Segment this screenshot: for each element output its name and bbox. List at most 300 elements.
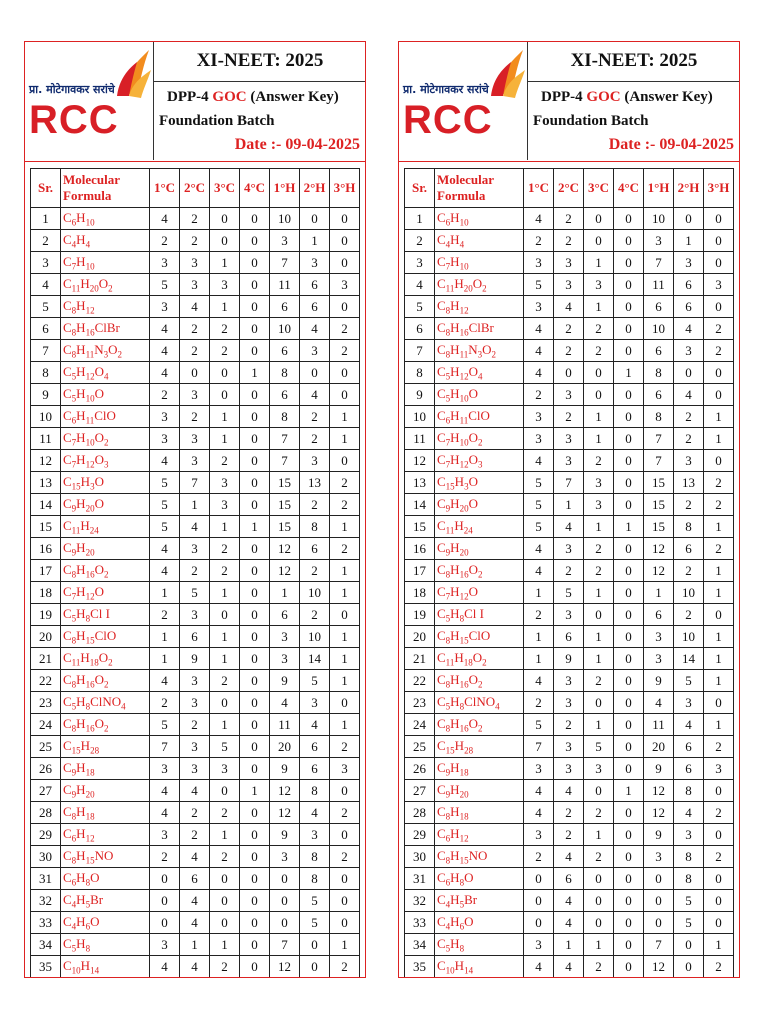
formula-cell: $C_6H_8O$ [435,868,524,890]
table-row [31,890,360,912]
count-cell: 4 [674,384,704,406]
count-cell: 3 [150,296,180,318]
serial-cell: 1 [405,208,435,230]
count-cell: 0 [240,868,270,890]
table-row [31,230,360,252]
count-cell: 7 [150,736,180,758]
count-cell: 0 [330,890,360,912]
serial-cell: 2 [31,230,61,252]
count-cell: 3 [524,934,554,956]
table-row [31,648,360,670]
count-cell: 5 [150,274,180,296]
count-cell: 6 [674,736,704,758]
count-cell: 2 [330,494,360,516]
count-cell: 3 [210,494,240,516]
count-cell: 1 [210,406,240,428]
count-cell: 0 [150,890,180,912]
count-cell: 5 [300,670,330,692]
header [399,42,739,162]
rcc-logo [399,42,528,160]
formula-cell: $C_9H_{20}$ [61,780,150,802]
count-cell: 1 [584,824,614,846]
count-cell: 8 [644,362,674,384]
table-row [31,362,360,384]
count-cell: 3 [180,604,210,626]
count-cell: 2 [300,560,330,582]
count-cell: 0 [704,824,734,846]
count-cell: 1 [704,428,734,450]
count-cell: 4 [524,670,554,692]
count-cell: 3 [554,758,584,780]
formula-cell: $C_8H_{16}O_2$ [435,714,524,736]
formula-cell: $C_{11}H_{24}$ [61,516,150,538]
table-row [405,208,734,230]
count-cell: 2 [150,846,180,868]
count-cell: 2 [210,340,240,362]
count-cell: 12 [644,956,674,978]
formula-cell: $C_8H_{11}N_3O_2$ [61,340,150,362]
formula-cell: $C_6H_{10}$ [435,208,524,230]
count-cell: 2 [704,494,734,516]
count-cell: 0 [614,604,644,626]
column-header-4c: 4°C [240,169,270,208]
count-cell: 3 [180,758,210,780]
count-cell: 6 [674,538,704,560]
count-cell: 0 [614,912,644,934]
count-cell: 3 [150,824,180,846]
count-cell: 3 [524,758,554,780]
formula-cell: $C_8H_{16}O_2$ [61,714,150,736]
count-cell: 0 [614,494,644,516]
count-cell: 1 [210,714,240,736]
count-cell: 9 [270,670,300,692]
count-cell: 0 [584,384,614,406]
serial-cell: 26 [405,758,435,780]
formula-cell: $C_5H_{10}O$ [435,384,524,406]
formula-cell: $C_4H_5Br$ [435,890,524,912]
count-cell: 6 [644,340,674,362]
count-cell: 2 [180,406,210,428]
count-cell: 2 [554,318,584,340]
count-cell: 2 [210,956,240,978]
count-cell: 9 [270,758,300,780]
table-row [405,472,734,494]
table-row [31,736,360,758]
count-cell: 2 [554,714,584,736]
formula-cell: $C_6H_{12}$ [435,824,524,846]
serial-cell: 28 [405,802,435,824]
table-row [31,824,360,846]
table-row [31,670,360,692]
count-cell: 4 [300,384,330,406]
count-cell: 4 [524,362,554,384]
count-cell: 4 [524,780,554,802]
count-cell: 0 [614,758,644,780]
count-cell: 4 [150,538,180,560]
count-cell: 0 [614,868,644,890]
table-row [405,868,734,890]
count-cell: 5 [524,494,554,516]
count-cell: 8 [674,780,704,802]
table-row [31,318,360,340]
count-cell: 5 [150,516,180,538]
count-cell: 0 [210,912,240,934]
count-cell: 4 [180,912,210,934]
count-cell: 0 [704,208,734,230]
table-row [31,494,360,516]
formula-cell: $C_7H_{10}O_2$ [61,428,150,450]
count-cell: 3 [300,824,330,846]
formula-cell: $C_7H_{12}O$ [435,582,524,604]
count-cell: 1 [704,560,734,582]
count-cell: 0 [240,890,270,912]
table-row [31,912,360,934]
formula-cell: $C_5H_{10}O$ [61,384,150,406]
column-header-3c: 3°C [210,169,240,208]
count-cell: 3 [330,758,360,780]
count-cell: 0 [614,428,644,450]
count-cell: 0 [240,934,270,956]
count-cell: 4 [524,802,554,824]
count-cell: 3 [644,846,674,868]
count-cell: 13 [300,472,330,494]
serial-cell: 33 [405,912,435,934]
count-cell: 0 [240,692,270,714]
formula-cell: $C_9H_{20}$ [61,538,150,560]
count-cell: 4 [524,208,554,230]
formula-cell: $C_9H_{20}O$ [61,494,150,516]
count-cell: 4 [554,296,584,318]
formula-cell: $C_9H_{20}O$ [435,494,524,516]
count-cell: 0 [614,824,644,846]
table-row [31,384,360,406]
formula-cell: $C_9H_{20}$ [435,780,524,802]
count-cell: 5 [210,736,240,758]
count-cell: 0 [240,274,270,296]
count-cell: 2 [704,340,734,362]
count-cell: 0 [210,868,240,890]
count-cell: 2 [554,824,584,846]
column-header-3h: 3°H [704,169,734,208]
table-row [405,890,734,912]
count-cell: 4 [180,890,210,912]
serial-cell: 20 [31,626,61,648]
table-row [31,516,360,538]
count-cell: 2 [210,670,240,692]
dpp-prefix: DPP-4 [167,89,213,105]
rcc-logo [25,42,154,160]
count-cell: 0 [330,252,360,274]
count-cell: 2 [330,472,360,494]
table-row [405,560,734,582]
count-cell: 0 [704,296,734,318]
count-cell: 6 [270,296,300,318]
column-header-2c: 2°C [180,169,210,208]
count-cell: 6 [554,626,584,648]
count-cell: 0 [240,714,270,736]
count-cell: 6 [180,868,210,890]
count-cell: 1 [330,934,360,956]
serial-cell: 24 [405,714,435,736]
count-cell: 0 [614,274,644,296]
count-cell: 0 [240,472,270,494]
formula-cell: $C_5H_8ClNO_4$ [61,692,150,714]
count-cell: 13 [674,472,704,494]
count-cell: 0 [674,208,704,230]
count-cell: 2 [704,318,734,340]
count-cell: 2 [704,956,734,978]
formula-cell: $C_6H_{12}$ [61,824,150,846]
table-row [31,626,360,648]
count-cell: 0 [614,802,644,824]
serial-cell: 33 [31,912,61,934]
count-cell: 1 [704,670,734,692]
count-cell: 9 [180,648,210,670]
count-cell: 0 [330,780,360,802]
count-cell: 2 [704,736,734,758]
count-cell: 1 [300,230,330,252]
count-cell: 0 [330,868,360,890]
table-row [31,538,360,560]
count-cell: 9 [644,758,674,780]
logo-rcc-text: RCC [403,98,493,142]
count-cell: 2 [210,846,240,868]
serial-cell: 29 [405,824,435,846]
count-cell: 3 [300,692,330,714]
count-cell: 5 [524,714,554,736]
count-cell: 0 [240,494,270,516]
serial-cell: 24 [31,714,61,736]
table-row [405,604,734,626]
count-cell: 3 [270,626,300,648]
count-cell: 10 [270,318,300,340]
count-cell: 0 [614,340,644,362]
count-cell: 4 [150,560,180,582]
table-row [405,340,734,362]
count-cell: 20 [270,736,300,758]
serial-cell: 7 [405,340,435,362]
formula-cell: $C_8H_{16}O_2$ [435,560,524,582]
count-cell: 0 [300,956,330,978]
count-cell: 3 [554,736,584,758]
count-cell: 9 [270,824,300,846]
table-row [405,362,734,384]
count-cell: 2 [554,802,584,824]
serial-cell: 22 [31,670,61,692]
formula-cell: $C_8H_{12}$ [435,296,524,318]
exam-title: XI-NEET: 2025 [527,42,740,82]
count-cell: 8 [674,516,704,538]
serial-cell: 12 [31,450,61,472]
serial-cell: 12 [405,450,435,472]
count-cell: 2 [704,472,734,494]
serial-cell: 11 [31,428,61,450]
formula-cell: $C_{15}H_3O$ [61,472,150,494]
table-row [31,714,360,736]
table-row [405,912,734,934]
serial-cell: 32 [31,890,61,912]
count-cell: 1 [524,582,554,604]
table-body [405,208,734,978]
count-cell: 4 [180,780,210,802]
count-cell: 7 [270,450,300,472]
count-cell: 2 [704,846,734,868]
count-cell: 0 [300,934,330,956]
count-cell: 1 [584,648,614,670]
formula-cell: $C_8H_{16}O_2$ [435,670,524,692]
batch-label: Foundation Batch [533,113,649,129]
count-cell: 5 [300,890,330,912]
count-cell: 6 [644,296,674,318]
count-cell: 3 [300,450,330,472]
count-cell: 2 [150,692,180,714]
count-cell: 2 [674,428,704,450]
count-cell: 3 [300,252,330,274]
count-cell: 10 [674,582,704,604]
table-row [405,780,734,802]
count-cell: 0 [330,912,360,934]
count-cell: 9 [644,824,674,846]
count-cell: 0 [704,384,734,406]
count-cell: 0 [704,912,734,934]
count-cell: 0 [614,934,644,956]
count-cell: 2 [584,846,614,868]
count-cell: 0 [240,802,270,824]
count-cell: 0 [240,956,270,978]
formula-cell: $C_{11}H_{20}O_2$ [61,274,150,296]
count-cell: 0 [240,406,270,428]
serial-cell: 5 [405,296,435,318]
count-cell: 2 [300,406,330,428]
serial-cell: 14 [405,494,435,516]
serial-cell: 16 [31,538,61,560]
count-cell: 2 [210,318,240,340]
formula-cell: $C_8H_{18}$ [61,802,150,824]
count-cell: 2 [330,538,360,560]
count-cell: 3 [180,670,210,692]
count-cell: 1 [180,934,210,956]
count-cell: 8 [674,846,704,868]
formula-cell: $C_6H_8O$ [61,868,150,890]
table-row [31,472,360,494]
count-cell: 0 [300,208,330,230]
count-cell: 2 [210,560,240,582]
column-header-formula: Molecular Formula [435,169,524,208]
count-cell: 0 [210,780,240,802]
dpp-topic: GOC [586,89,621,105]
serial-cell: 16 [405,538,435,560]
count-cell: 0 [704,230,734,252]
column-header-1c: 1°C [150,169,180,208]
serial-cell: 13 [31,472,61,494]
serial-cell: 4 [405,274,435,296]
count-cell: 4 [524,956,554,978]
answer-table [30,168,360,978]
serial-cell: 34 [31,934,61,956]
count-cell: 4 [150,208,180,230]
count-cell: 1 [240,780,270,802]
count-cell: 0 [704,780,734,802]
count-cell: 3 [524,296,554,318]
count-cell: 0 [614,296,644,318]
count-cell: 0 [584,912,614,934]
count-cell: 10 [644,208,674,230]
serial-cell: 35 [405,956,435,978]
count-cell: 15 [270,516,300,538]
table-row [31,560,360,582]
column-header-1c: 1°C [524,169,554,208]
table-row [405,582,734,604]
serial-cell: 35 [31,956,61,978]
count-cell: 0 [150,868,180,890]
count-cell: 3 [584,274,614,296]
dpp-line [541,89,713,106]
count-cell: 2 [554,560,584,582]
formula-cell: $C_{11}H_{20}O_2$ [435,274,524,296]
serial-cell: 21 [31,648,61,670]
column-header-3h: 3°H [330,169,360,208]
count-cell: 0 [240,340,270,362]
table-row [31,274,360,296]
count-cell: 4 [180,516,210,538]
serial-cell: 3 [405,252,435,274]
serial-cell: 10 [405,406,435,428]
count-cell: 0 [614,406,644,428]
count-cell: 0 [614,384,644,406]
count-cell: 3 [524,406,554,428]
table-row [405,692,734,714]
count-cell: 9 [644,670,674,692]
count-cell: 3 [644,648,674,670]
count-cell: 6 [300,274,330,296]
count-cell: 3 [584,472,614,494]
count-cell: 11 [270,714,300,736]
count-cell: 6 [300,538,330,560]
serial-cell: 17 [31,560,61,582]
serial-cell: 9 [405,384,435,406]
count-cell: 0 [644,868,674,890]
count-cell: 2 [210,538,240,560]
count-cell: 5 [180,582,210,604]
formula-cell: $C_6H_{11}ClO$ [61,406,150,428]
count-cell: 4 [554,912,584,934]
count-cell: 0 [614,648,644,670]
table-row [31,758,360,780]
table-row [405,714,734,736]
count-cell: 7 [270,428,300,450]
formula-cell: $C_4H_6O$ [435,912,524,934]
serial-cell: 23 [405,692,435,714]
count-cell: 3 [180,538,210,560]
count-cell: 1 [614,516,644,538]
count-cell: 7 [644,450,674,472]
count-cell: 3 [554,252,584,274]
count-cell: 3 [554,538,584,560]
formula-cell: $C_{11}H_{24}$ [435,516,524,538]
count-cell: 5 [150,472,180,494]
count-cell: 6 [300,758,330,780]
count-cell: 5 [300,912,330,934]
count-cell: 0 [240,538,270,560]
table-row [31,450,360,472]
count-cell: 3 [524,428,554,450]
table-row [31,692,360,714]
count-cell: 2 [704,802,734,824]
count-cell: 4 [300,318,330,340]
count-cell: 6 [270,384,300,406]
column-header-sr: Sr. [405,169,435,208]
serial-cell: 9 [31,384,61,406]
